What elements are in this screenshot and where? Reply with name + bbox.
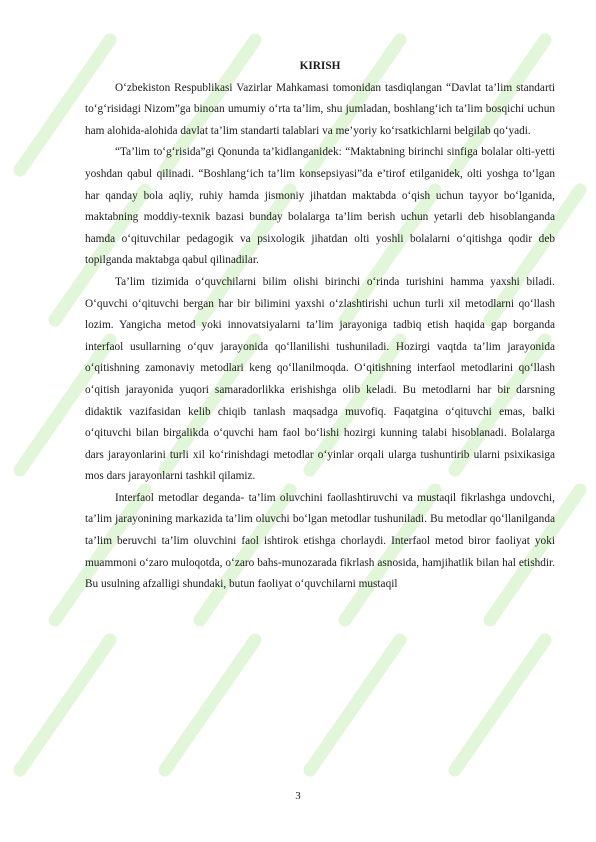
watermark-stroke (165, 640, 255, 770)
paragraph-2: “Ta’lim to‘g‘risida”gi Qonunda ta’kidlanganidek: “Maktabning birinchi sinfiga bolalar olti-yetti yoshdan qabul qilinadi. “Boshlang‘ich ta’lim konsepsiyasi”da e’tirof etilganidek, olti yoshga to‘lgan har qanday bola aqliy, ruhiy hamda jismoniy jihatdan maktabda o‘qish uchun tayyor bo‘lganida, maktabning moddiy-texnik bazasi bunday bolalarga ta’lim berish uchun yetarli deb hisoblanganda hamda o‘qituvchilar pedagogik va psixologik jihatdan olti yoshli bolalarni o‘qitishga qodir deb topilganda maktabga qabul qilinadilar. (85, 146, 555, 267)
watermark-stroke (20, 640, 110, 770)
paragraph-4: Interfaol metodlar deganda- ta’lim oluvchini faollashtiruvchi va mustaqil fikrlashga undovchi, ta’lim jarayonining markazida ta’lim oluvchi bo‘lgan metodlar tushuniladi. Bu metodlar qo‘llanilganda ta’lim beruvchi ta’lim oluvchini faol ishtirok etishga chorlaydi. Interfaol metod biror faoliyat yoki muammoni o‘zaro muloqotda, o‘zaro bahs-munozarada fikrlash asnosida, hamjihatlik bilan hal etishdir. Bu usulning afzalligi shundaki, butun faoliyat o‘quvchilarni mustaqil (85, 491, 555, 591)
paragraph-1: O‘zbekiston Respublikasi Vazirlar Mahkamasi tomonidan tasdiqlangan “Davlat ta’lim standarti to‘g‘risidagi Nizom”ga binoan umumiy o‘rta ta’lim, shu jumladan, boshlang‘ich ta’lim bosqichi uchun ham alohida-alohida davlat ta’lim standarti talablari va me’yoriy ko‘rsatkichlarni belgilab qo‘yadi. (85, 81, 555, 137)
document-body (85, 56, 555, 596)
page-number: 3 (295, 790, 301, 802)
watermark-stroke (455, 640, 545, 770)
paragraph-3: Ta’lim tizimida o‘quvchilarni bilim olishi birinchi o‘rinda turishini hamma yaxshi biladi. O‘quvchi o‘qituvchi bergan har bir bilimini yaxshi o‘zlashtirishi uchun turli xil metodlarni qo‘llash lozim. Yangicha metod yoki innovatsiyalarni ta’lim jarayoniga tadbiq etish haqida gap borganda interfaol usullarning o‘quv jarayonida qo‘llanilishi tushuniladi. Hozirgi vaqtda ta’lim jarayonida o‘qitishning zamonaviy metodlari keng qo‘llanilmoqda. O‘qitishning interfaol metodlarini qo‘llash o‘qitish jarayonida yuqori samaradorlikka erishishga olib keladi. Bu metodlarni har bir darsning didaktik vazifasidan kelib chiqib tanlash maqsadga muvofiq. Faqatgina o‘qituvchi emas, balki o‘qituvchi bilan birgalikda o‘quvchi ham faol bo‘lishi hozirgi kunning talabi hisoblanadi. Bolalarga dars jarayonlarini turli xil ko‘rinishdagi metodlar o‘yinlar orqali ularga tushuntirib ularni psixikasiga mos dars jarayonlarni tashkil qilamiz. (85, 275, 555, 483)
watermark-stroke (310, 640, 400, 770)
section-title: KIRISH (299, 60, 341, 72)
